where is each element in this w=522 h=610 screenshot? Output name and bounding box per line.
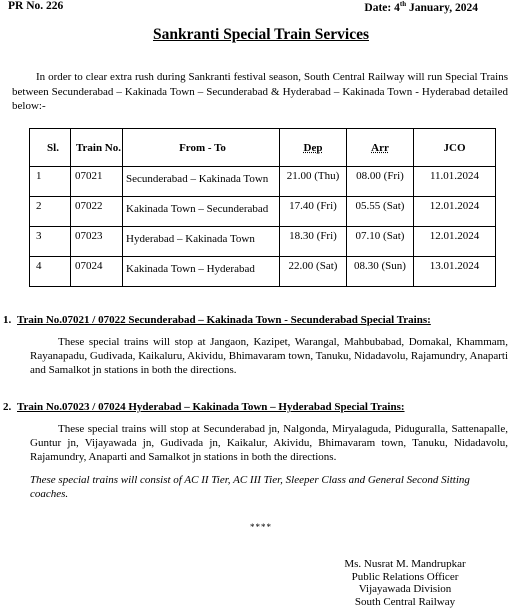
signatory-designation: Public Relations Officer bbox=[351, 570, 459, 583]
section-1-number: 1. bbox=[3, 314, 12, 326]
col-header-sl: Sl. bbox=[30, 129, 71, 167]
document-title: Sankranti Special Train Services bbox=[152, 26, 369, 43]
signatory-organization: South Central Railway bbox=[354, 595, 456, 608]
cell-jco: 12.01.2024 bbox=[414, 227, 496, 257]
cell-arr: 08.30 (Sun) bbox=[347, 257, 414, 287]
signature-block bbox=[310, 558, 500, 608]
cell-train-no: 07022 bbox=[71, 197, 123, 227]
press-release-header bbox=[0, 0, 522, 14]
col-header-jco: JCO bbox=[414, 129, 496, 167]
pr-number: PR No. 226 bbox=[8, 0, 64, 12]
cell-dep: 21.00 (Thu) bbox=[280, 167, 347, 197]
cell-arr: 07.10 (Sat) bbox=[347, 227, 414, 257]
cell-sl: 2 bbox=[30, 197, 71, 227]
cell-sl: 3 bbox=[30, 227, 71, 257]
col-header-train-no: Train No. bbox=[71, 129, 123, 167]
cell-arr: 05.55 (Sat) bbox=[347, 197, 414, 227]
section-2-number: 2. bbox=[3, 401, 12, 413]
cell-dep: 18.30 (Fri) bbox=[280, 227, 347, 257]
cell-sl: 4 bbox=[30, 257, 71, 287]
section-1-title: Train No.07021 / 07022 Secunderabad – Kakinada Town - Secunderabad Special Trains: bbox=[17, 314, 431, 326]
cell-jco: 11.01.2024 bbox=[414, 167, 496, 197]
col-header-route: From - To bbox=[123, 129, 280, 167]
cell-jco: 12.01.2024 bbox=[414, 197, 496, 227]
section-2-body: These special trains will stop at Secunderabad jn, Nalgonda, Miryalaguda, Piduguralla, Sattenapalle, Guntur jn, Vijayawada jn, Gudivada jn, Kaikalur, Akividu, Bhimavaram town, Tanuku, Nidadavolu, Rajamundry, Anaparti and Samalkot jn stations in both the directions. bbox=[30, 423, 508, 463]
cell-dep: 22.00 (Sat) bbox=[280, 257, 347, 287]
coach-composition-note: These special trains will consist of AC II Tier, AC III Tier, Sleeper Class and General Second Sitting coaches. bbox=[30, 474, 470, 500]
col-header-arr: Arr bbox=[347, 129, 414, 167]
table-header-row bbox=[30, 129, 496, 167]
cell-route: Hyderabad – Kakinada Town bbox=[123, 227, 280, 257]
signatory-name: Ms. Nusrat M. Mandrupkar bbox=[344, 558, 466, 570]
cell-train-no: 07024 bbox=[71, 257, 123, 287]
table-row bbox=[30, 227, 496, 257]
intro-paragraph: In order to clear extra rush during Sankranti festival season, South Central Railway will run Special Trains between Secunderabad – Kakinada Town – Secunderabad & Hyderabad – Kakinada Town - Hyderabad detailed below:- bbox=[12, 71, 508, 112]
section-2-heading bbox=[3, 401, 405, 413]
cell-dep: 17.40 (Fri) bbox=[280, 197, 347, 227]
release-date: Date: 4th January, 2024 bbox=[364, 0, 478, 14]
cell-train-no: 07023 bbox=[71, 227, 123, 257]
table-row bbox=[30, 197, 496, 227]
cell-route: Secunderabad – Kakinada Town bbox=[123, 167, 280, 197]
cell-train-no: 07021 bbox=[71, 167, 123, 197]
col-header-dep: Dep bbox=[280, 129, 347, 167]
table-row bbox=[30, 167, 496, 197]
cell-sl: 1 bbox=[30, 167, 71, 197]
section-2-title: Train No.07023 / 07024 Hyderabad – Kakinada Town – Hyderabad Special Trains: bbox=[17, 401, 405, 413]
cell-route: Kakinada Town – Hyderabad bbox=[123, 257, 280, 287]
section-1-body: These special trains will stop at Jangaon, Kazipet, Warangal, Mahbubabad, Domakal, Khammam, Rayanapadu, Gudivada, Kaikaluru, Akividu, Bhimavaram town, Tanuku, Nidadavolu, Rajamundry, Anaparti and Samalkot jn stations in both the directions. bbox=[30, 336, 508, 376]
cell-arr: 08.00 (Fri) bbox=[347, 167, 414, 197]
table-row bbox=[30, 257, 496, 287]
cell-jco: 13.01.2024 bbox=[414, 257, 496, 287]
signatory-division: Vijayawada Division bbox=[358, 583, 452, 595]
section-1-heading bbox=[3, 314, 431, 326]
end-marker: **** bbox=[250, 522, 272, 532]
train-schedule-table bbox=[29, 128, 496, 287]
cell-route: Kakinada Town – Secunderabad bbox=[123, 197, 280, 227]
